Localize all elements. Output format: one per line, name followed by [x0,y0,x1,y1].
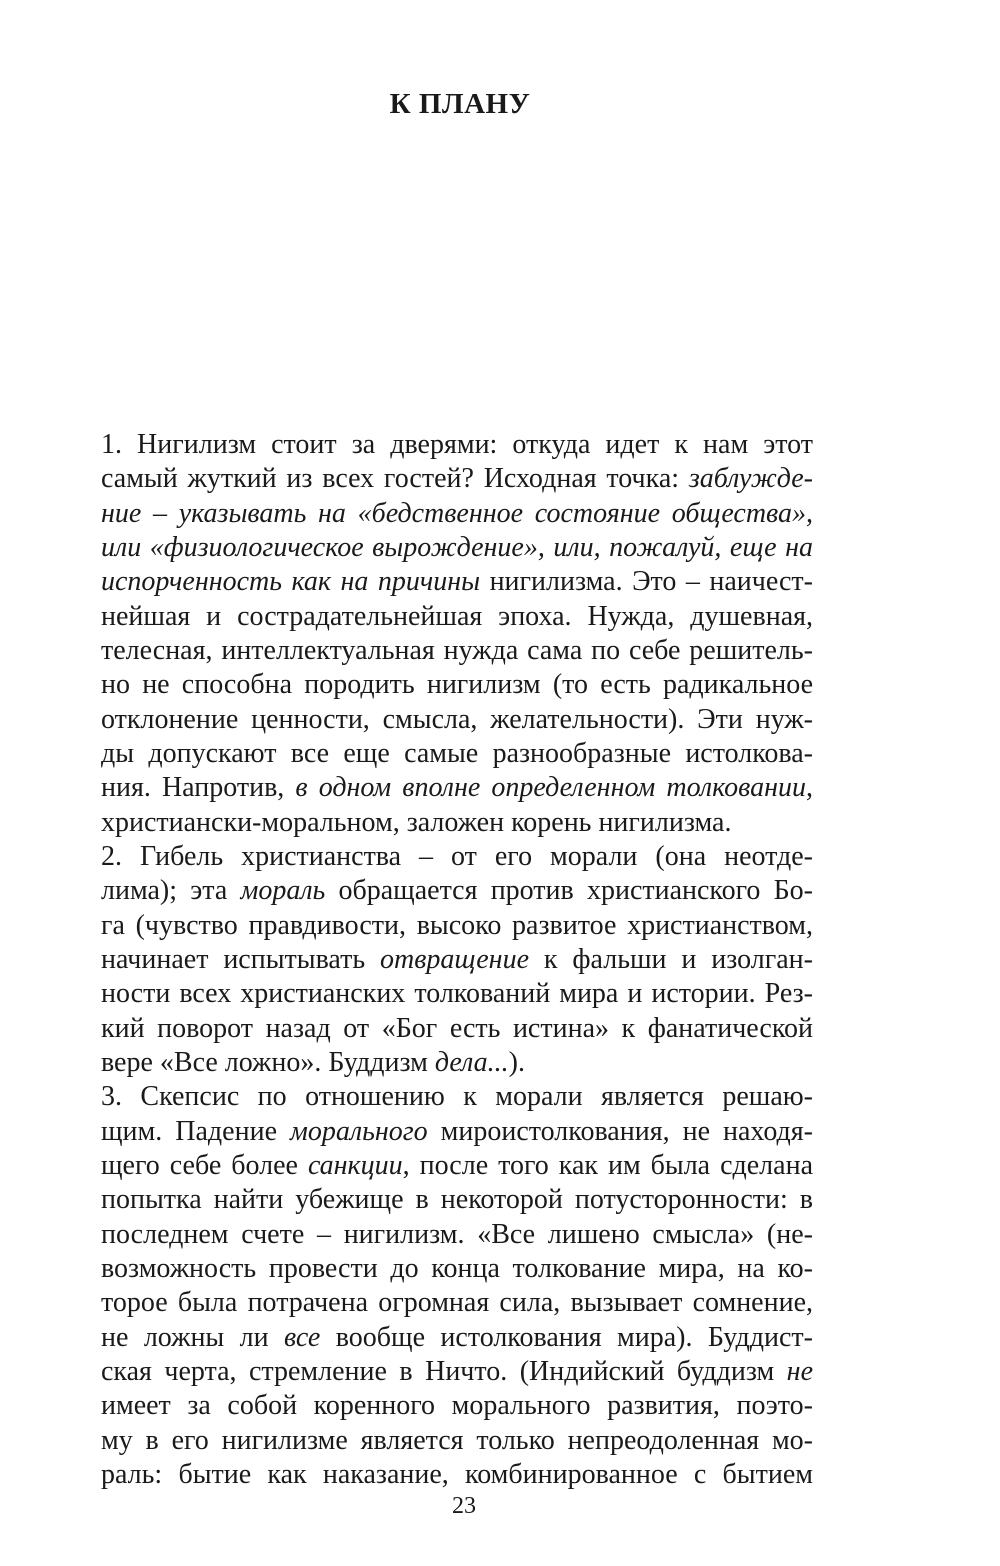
text-line [101,909,813,943]
text-segment: мироистолкования, не находя- [427,1115,813,1147]
text-segment: му в его нигилизме является только непреодоленная мо- [101,1424,813,1456]
text-line [101,771,813,805]
text-line [101,1080,813,1114]
text-segment: ния. Напротив, [101,772,296,804]
text-segment: раль: бытие как наказание, комбинированное с бытием [101,1458,813,1490]
page-number: 23 [452,1493,476,1519]
text-segment: телесная, интеллектуальная нужда сама по себе решитель- [101,634,813,666]
text-segment: вере «Все ложно». Буддизм [101,1046,435,1078]
italic-text: отвращение [380,943,530,975]
text-line [101,462,813,496]
text-line-content [101,737,813,771]
text-line [101,1183,813,1217]
text-line [101,1115,813,1149]
text-line [101,1149,813,1183]
text-line [101,874,813,908]
text-line-content [101,1389,813,1423]
text-line [101,840,813,874]
text-line-content [101,943,813,977]
text-segment: , [806,772,813,804]
text-line-content [101,1115,813,1149]
text-segment: попытка найти убежище в некоторой потусторонности: в [101,1184,813,1216]
text-segment: торое была потрачена огромная сила, вызывает сомнение, [101,1287,813,1319]
text-segment: последнем счете – нигилизм. «Все лишено смысла» (не- [101,1218,813,1250]
text-line-content [101,977,813,1011]
text-line-content [101,1355,813,1389]
text-line-content [101,1012,813,1046]
italic-text: дела... [434,1046,509,1078]
italic-text: заблужде- [688,463,813,495]
italic-text: испорченность как на причины [101,566,481,598]
text-segment: щего себе более [101,1149,308,1181]
text-segment: ). [508,1046,525,1078]
text-segment: 1. Нигилизм стоит за дверями: откуда идет к нам этот [101,429,813,460]
italic-text: морального [290,1115,428,1147]
text-line-content [101,531,813,565]
italic-text: все [284,1321,321,1353]
text-line [101,943,813,977]
text-line-content [101,771,813,805]
text-segment: ская черта, стремление в Ничто. (Индийский буддизм [101,1355,787,1387]
text-line-content [101,668,813,702]
text-segment: христиански-моральном, заложен корень нигилизма. [101,806,732,838]
text-line [101,1012,813,1046]
text-line-content [101,497,813,531]
text-segment: нигилизма. Это – наичест- [480,566,813,598]
italic-text: мораль [240,875,326,907]
italic-text: или «физиологическое вырождение», или, пожалуй, еще на [101,531,813,563]
italic-text: санкции [307,1149,403,1181]
text-segment: ды допускают все еще самые разнообразные истолкова- [101,737,813,769]
text-line-content [101,1424,813,1458]
italic-text: в одном вполне определенном толковании [295,772,806,804]
text-segment: начинает испытывать [101,943,381,975]
text-line-content [101,806,731,840]
text-segment: но не способна породить нигилизм (то есть радикальное [101,669,813,701]
text-line-content [101,600,813,634]
text-line [101,1286,813,1320]
text-line-content [101,428,813,462]
text-line [101,565,813,599]
text-segment: вообще истолкования мира). Буддист- [320,1321,813,1353]
text-line-content [101,874,813,908]
text-line-content [101,1458,813,1492]
text-line [101,634,813,668]
section-title: К ПЛАНУ [389,88,531,120]
body-text [101,428,813,1492]
text-segment: обращается против христианского Бо- [325,875,814,907]
text-line [101,1252,813,1286]
text-line [101,428,813,462]
text-line-content [101,840,813,874]
text-segment: 2. Гибель христианства – от его морали (она неотде- [101,840,813,872]
text-line [101,703,813,737]
text-line-content [101,1218,813,1252]
text-line-content [101,1321,813,1355]
text-line [101,1218,813,1252]
text-segment: самый жуткий из всех гостей? Исходная точка: [101,463,689,495]
text-segment: имеет за собой коренного морального развития, поэто- [101,1390,813,1422]
text-line [101,497,813,531]
italic-text: не [786,1355,813,1387]
text-line-content [101,1252,813,1286]
text-segment: щим. Падение [101,1115,291,1147]
text-line [101,531,813,565]
text-line [101,737,813,771]
text-segment: , после того как им была сделана [402,1149,813,1181]
text-line [101,668,813,702]
text-segment: к фальши и изолган- [529,943,813,975]
text-line [101,1321,813,1355]
text-line-content [101,565,813,599]
text-segment: кий поворот назад от «Бог есть истина» к фанатической [101,1012,813,1044]
text-segment: не ложны ли [101,1321,285,1353]
text-line-content [101,909,813,943]
text-line [101,1424,813,1458]
text-segment: лима); эта [101,875,241,907]
text-line-content [101,462,813,496]
text-line [101,806,813,840]
text-line-content [101,1183,813,1217]
text-segment: 3. Скепсис по отношению к морали является решаю- [101,1081,813,1113]
text-line-content [101,634,813,668]
text-line-content [101,1149,813,1183]
text-line-content [101,703,813,737]
text-line-content [101,1080,813,1114]
text-segment: ности всех христианских толкований мира и истории. Рез- [101,978,813,1010]
text-segment: отклонение ценности, смысла, желательности). Эти нуж- [101,703,813,735]
text-segment: нейшая и сострадательнейшая эпоха. Нужда, душевная, [101,600,813,632]
text-line [101,1355,813,1389]
text-segment: возможность провести до конца толкование мира, на ко- [101,1252,813,1284]
text-line [101,600,813,634]
text-line-content [101,1046,525,1080]
italic-text: ние – указывать на «бедственное состояние общества», [101,497,813,529]
text-line [101,1389,813,1423]
text-line-content [101,1286,813,1320]
text-segment: га (чувство правдивости, высоко развитое христианством, [101,909,813,941]
text-line [101,1458,813,1492]
text-line [101,1046,813,1080]
text-line [101,977,813,1011]
